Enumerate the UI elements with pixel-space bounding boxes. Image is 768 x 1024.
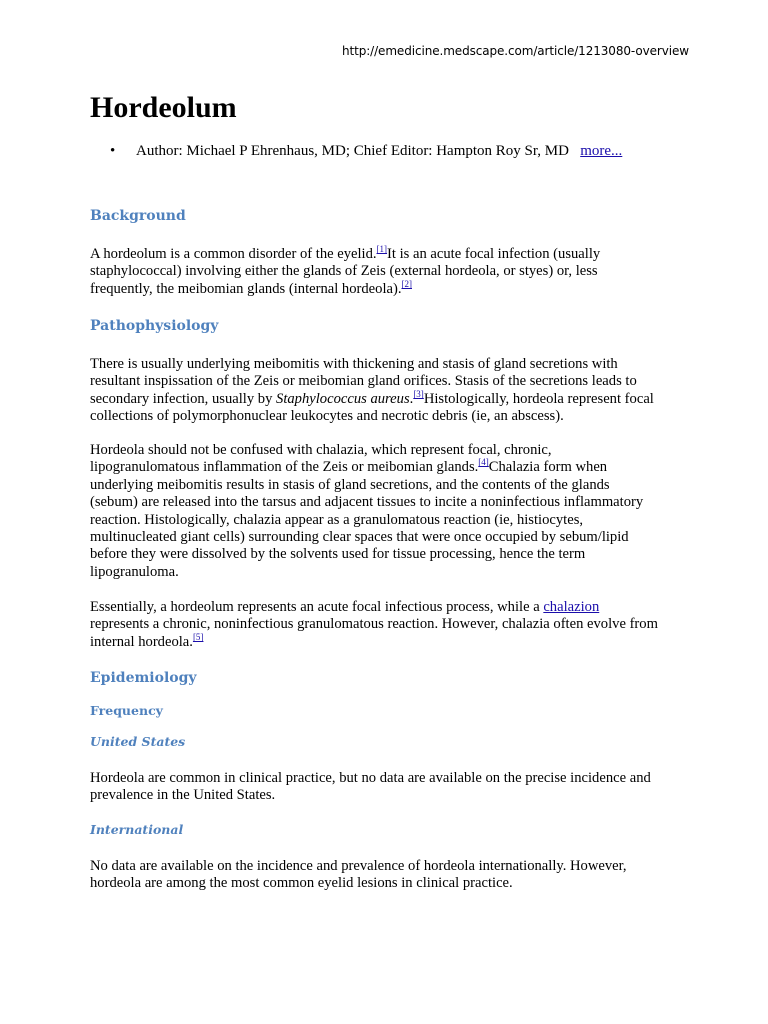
text-line: reaction. Histologically, chalazia appear as a granulomatous reaction (ie, histiocytes, [90,511,584,528]
text-span: Chalazia form when [488,459,608,476]
text-line: No data are available on the incidence and prevalence of hordeola internationally. However, [90,858,627,874]
reference-link-5[interactable]: [5] [192,631,204,642]
text-span: It is an acute focal infection (usually [387,246,601,262]
text-line: lipogranuloma. [90,563,179,580]
reference-link-1[interactable]: [1] [376,244,388,254]
text-span: internal hordeola. [90,633,193,650]
pathophysiology-paragraph-2 [90,442,690,581]
chalazion-link[interactable]: chalazion [543,599,600,615]
text-span: secondary infection, usually by [90,390,277,407]
text-span: A hordeolum is a common disorder of the eyelid. [90,246,377,262]
text-span: frequently, the meibomian glands (internal hordeola). [90,280,402,297]
text-line: represents a chronic, noninfectious granulomatous reaction. However, chalazia often evolve from [90,616,658,633]
source-url: http://emedicine.medscape.com/article/1213080-overview [342,44,689,58]
text-line: hordeola are among the most common eyelid lesions in clinical practice. [90,875,513,892]
text-line: underlying meibomitis results in stasis of gland secretions, and the contents of the glands [90,476,610,493]
text-span: lipogranulomatous inflammation of the Zeis or meibomian glands. [90,459,479,476]
text-span: Histologically, hordeola represent focal [423,390,654,407]
reference-link-2[interactable]: [2] [401,278,412,289]
text-line: There is usually underlying meibomitis with thickening and stasis of gland secretions with [90,356,618,372]
international-paragraph [90,858,690,893]
pathophysiology-paragraph-1 [90,356,690,426]
text-line: multinucleated giant cells) surrounding clear spaces that were once occupied by sebum/lipid [90,529,629,546]
heading-united-states: United States [90,734,186,749]
organism-name: Staphylococcus aureus [276,390,410,407]
text-line: Hordeola should not be confused with chalazia, which represent focal, chronic, [90,442,552,458]
background-paragraph [90,246,690,298]
text-line: before they were dissolved by the solvents used for tissue processing, hence the term [90,546,586,563]
bullet-icon: • [110,143,116,159]
heading-frequency: Frequency [90,703,163,718]
text-line: Hordeola are common in clinical practice, but no data are available on the precise incidence and [90,770,651,786]
text-line: prevalence in the United States. [90,787,276,804]
heading-international: International [90,822,184,837]
more-link[interactable]: more... [580,143,623,159]
author-text: Author: Michael P Ehrenhaus, MD; Chief Editor: Hampton Roy Sr, MD [136,143,569,159]
text-line: resultant inspissation of the Zeis or meibomian gland orifices. Stasis of the secretions leads to [90,373,637,390]
reference-link-3[interactable]: [3] [413,388,424,399]
text-span: . [409,390,414,407]
page-title: Hordeolum [90,91,237,124]
author-line [110,142,622,160]
text-line: (sebum) are released into the tarsus and adjacent tissues to incite a noninfectious inflammatory [90,494,644,511]
pathophysiology-paragraph-3 [90,599,690,651]
reference-link-4[interactable]: [4] [478,457,489,468]
heading-background: Background [90,208,186,224]
text-line: staphylococcal) involving either the glands of Zeis (external hordeola, or styes) or, less [90,263,598,280]
heading-pathophysiology: Pathophysiology [90,318,219,334]
united-states-paragraph [90,770,690,805]
text-line: collections of polymorphonuclear leukocytes and necrotic debris (ie, an abscess). [90,408,564,425]
text-span: Essentially, a hordeolum represents an acute focal infectious process, while a [90,599,544,615]
heading-epidemiology: Epidemiology [90,670,197,686]
